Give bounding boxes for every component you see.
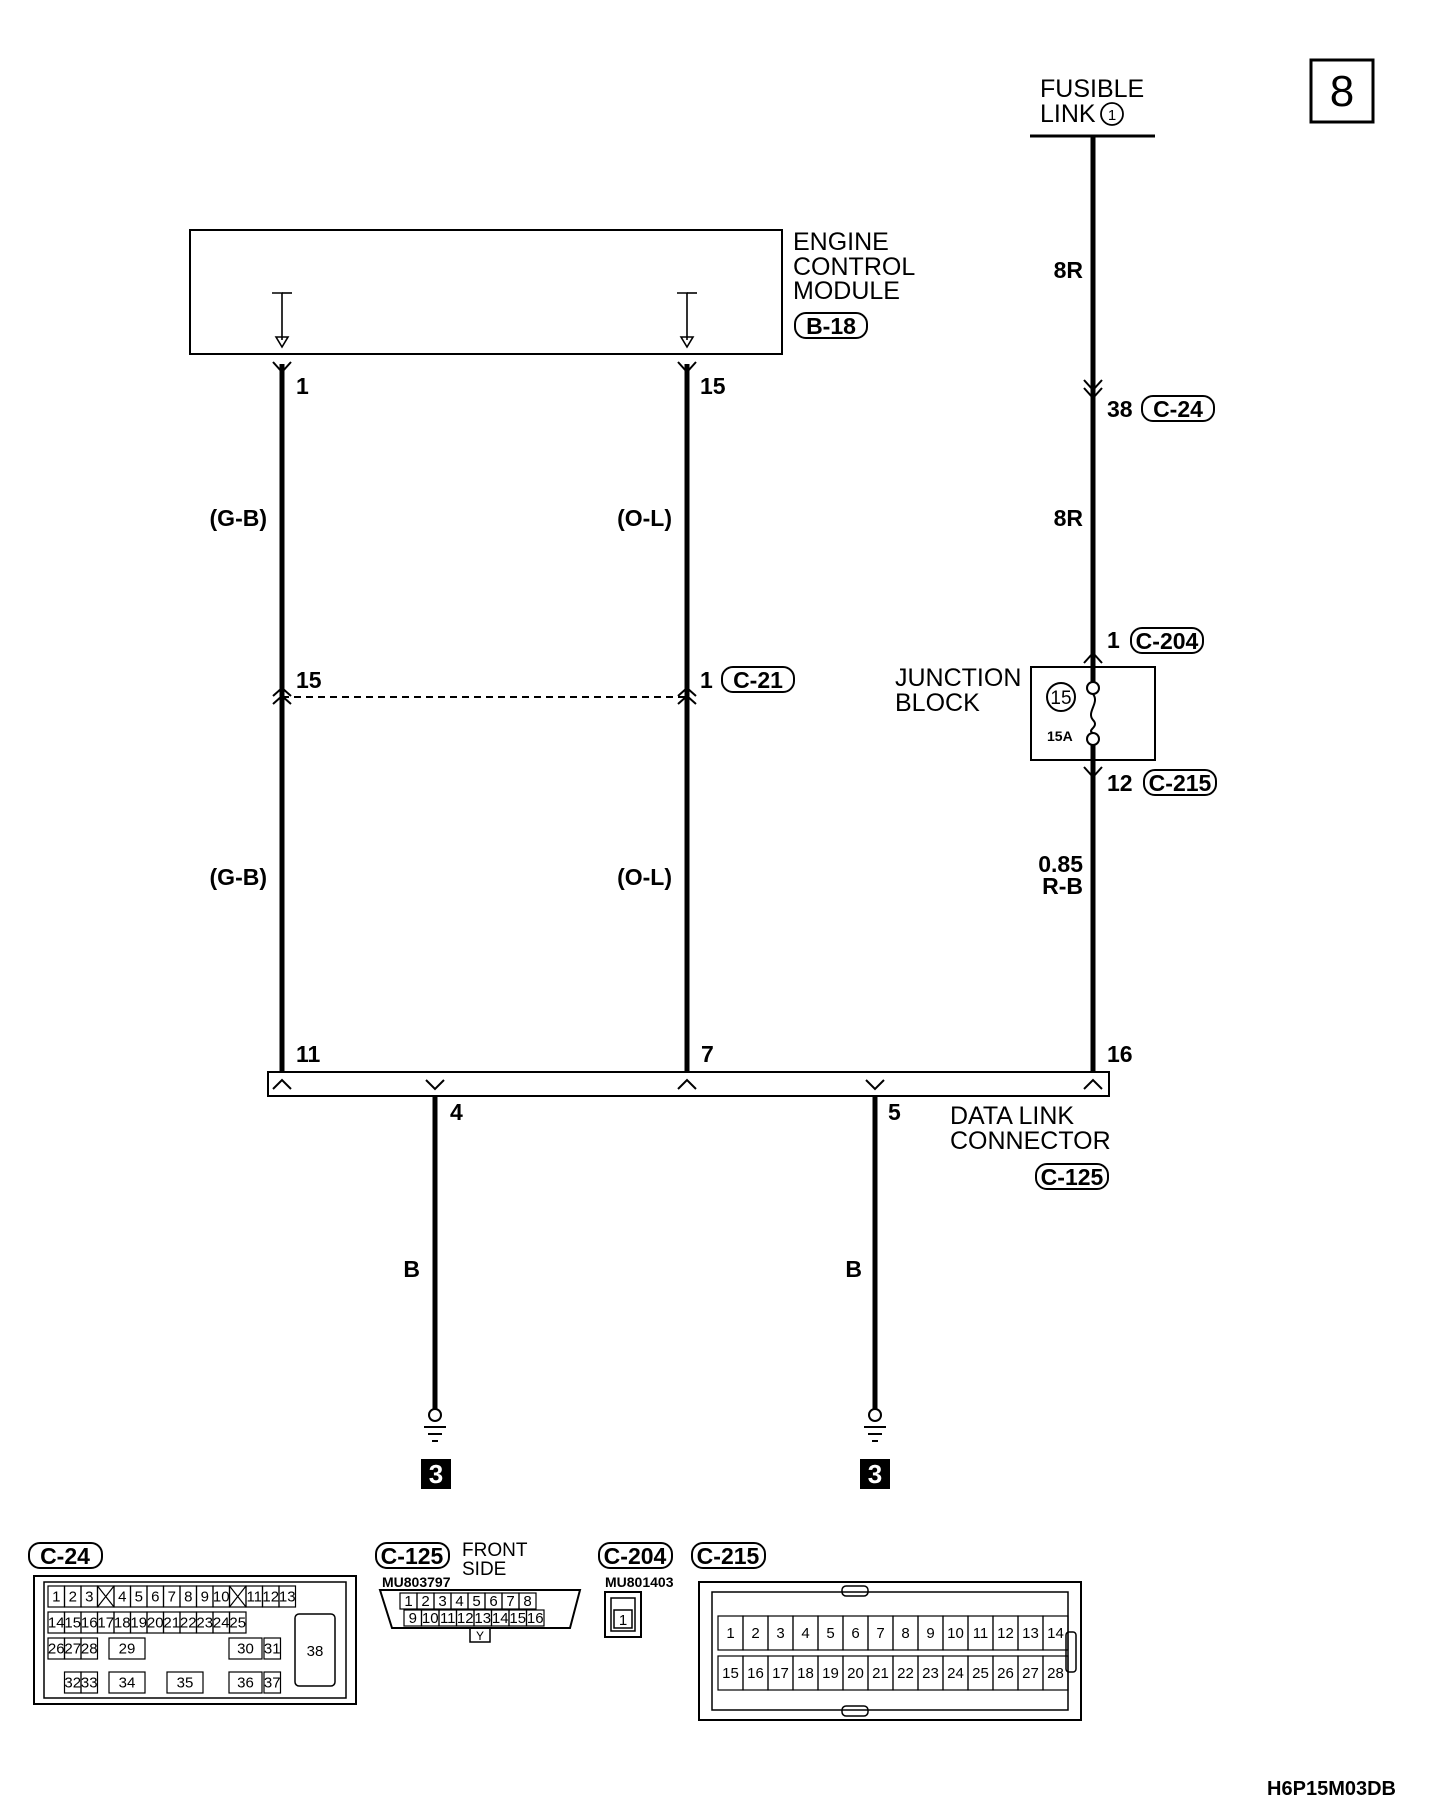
svg-text:26: 26 [47,1640,65,1658]
c24-cavity-33 [81,1672,98,1693]
c125-cavity-10 [422,1610,440,1627]
svg-text:10: 10 [947,1625,964,1642]
svg-text:2: 2 [421,1593,430,1610]
c24-cavity-14 [48,1612,65,1633]
c24-cavity-8 [180,1586,197,1607]
svg-text:25: 25 [229,1614,247,1632]
ecm-label-3: MODULE [793,277,900,305]
svg-text:8: 8 [184,1588,193,1606]
c215-cavity-5 [818,1616,843,1650]
c215-cavity-14 [1043,1616,1068,1650]
svg-text:2: 2 [68,1588,77,1606]
c24-cavity-16 [81,1612,98,1633]
svg-text:20: 20 [146,1614,164,1632]
wire-size-8r-top: 8R [1053,257,1083,283]
svg-text:22: 22 [179,1614,197,1632]
c24-connector-id: C-24 [1153,396,1203,422]
wire-color-b-right: B [845,1256,862,1282]
c125-cavity-12 [457,1610,475,1627]
fuse-rating: 15A [1047,728,1073,744]
svg-text:27: 27 [64,1640,82,1658]
c215-cavity-2 [743,1616,768,1650]
c24-cavity-9 [197,1586,214,1607]
dlc-pin-4: 4 [450,1099,463,1125]
c215-cavity-3 [768,1616,793,1650]
c125-side-label: SIDE [462,1559,507,1580]
svg-text:21: 21 [872,1665,889,1682]
svg-text:37: 37 [263,1674,281,1692]
fusible-link-number: 1 [1107,107,1117,124]
ecm-connector-id: B-18 [806,313,856,339]
svg-text:17: 17 [772,1665,789,1682]
svg-text:33: 33 [80,1674,98,1692]
c24-cavity-blank [230,1586,247,1607]
svg-text:4: 4 [118,1588,127,1606]
c204-connector-id: C-204 [1135,628,1199,654]
c215-cavity-27 [1018,1656,1043,1690]
svg-text:13: 13 [474,1610,492,1627]
c24-cavity-22 [180,1612,197,1633]
c215-pin: 12 [1107,770,1133,796]
c125-cavity-4 [451,1593,468,1610]
c24-cavity-20 [147,1612,164,1633]
c24-cavity-5 [131,1586,148,1607]
svg-text:9: 9 [926,1625,935,1642]
c24-pin: 38 [1107,396,1133,422]
svg-text:23: 23 [922,1665,939,1682]
svg-text:28: 28 [80,1640,98,1658]
svg-text:36: 36 [237,1674,254,1692]
ground-wire-right [845,1096,901,1489]
svg-text:12: 12 [456,1610,474,1627]
svg-text:5: 5 [134,1588,143,1606]
connector-view-c125 [376,1540,580,1643]
svg-text:14: 14 [1047,1625,1064,1642]
wire-o-l [617,362,794,1072]
c24-cavity-32 [64,1672,81,1693]
c215-cavity-7 [868,1616,893,1650]
dlc-pin-11: 11 [296,1041,321,1067]
c24-cavity-18 [114,1612,131,1633]
svg-text:4: 4 [801,1625,810,1642]
c215-cavity-23 [918,1656,943,1690]
svg-text:20: 20 [847,1665,864,1682]
ecm-signal-arrow-right [677,293,697,347]
c204-pin-1: 1 [618,1612,628,1629]
c125-cavity-14 [492,1610,510,1627]
c24-view-id: C-24 [40,1543,90,1569]
c215-cavity-25 [968,1656,993,1690]
c125-cavity-6 [485,1593,502,1610]
svg-text:13: 13 [1022,1625,1039,1642]
svg-text:14: 14 [47,1614,65,1632]
c215-cavity-20 [843,1656,868,1690]
c125-cavity-15 [509,1610,527,1627]
svg-text:5: 5 [472,1593,481,1610]
c24-cavity-10 [213,1586,230,1607]
c24-cavity-37 [264,1672,281,1693]
junction-block [895,664,1155,760]
svg-text:2: 2 [751,1625,760,1642]
wire-color-g-b-upper: (G-B) [209,505,267,531]
svg-text:5: 5 [826,1625,835,1642]
svg-text:15: 15 [722,1665,739,1682]
fuse-terminal-top [1087,682,1099,694]
svg-text:7: 7 [876,1625,885,1642]
c215-cavity-13 [1018,1616,1043,1650]
svg-text:10: 10 [421,1610,439,1627]
svg-text:7: 7 [167,1588,176,1606]
svg-text:3: 3 [776,1625,785,1642]
c215-cavity-6 [843,1616,868,1650]
c24-cavity-4 [114,1586,131,1607]
c215-cavity-9 [918,1616,943,1650]
svg-text:31: 31 [263,1640,281,1658]
dlc-label-1: DATA LINK [950,1102,1075,1130]
fusible-link-label-1: FUSIBLE [1040,75,1145,103]
c215-cavity-28 [1043,1656,1068,1690]
figure-code: H6P15M03DB [1267,1778,1396,1800]
ground-wire-left [403,1096,463,1489]
c215-cavity-24 [943,1656,968,1690]
c125-cavity-16 [527,1610,545,1627]
c24-cavity-11 [246,1586,263,1607]
svg-text:11: 11 [439,1610,456,1627]
c204-pin: 1 [1107,627,1120,653]
c21-connector-id: C-21 [733,667,783,693]
c125-cavity-7 [502,1593,519,1610]
c24-cavity-17 [97,1612,114,1633]
c24-cavity-29 [109,1638,145,1659]
c24-cavity-30 [229,1638,262,1659]
svg-text:34: 34 [118,1674,136,1692]
c125-cavity-5 [468,1593,485,1610]
svg-text:8: 8 [901,1625,910,1642]
svg-text:26: 26 [997,1665,1014,1682]
c125-cavity-11 [439,1610,457,1627]
svg-text:18: 18 [797,1665,814,1682]
ecm-pin-15: 15 [700,373,726,399]
c125-front-label: FRONT [462,1540,528,1561]
dlc-pin-7: 7 [701,1041,714,1067]
svg-text:29: 29 [118,1640,136,1658]
ecm-label-2: CONTROL [793,253,916,281]
c24-cavity-35 [167,1672,203,1693]
svg-text:24: 24 [212,1614,230,1632]
wire-g-b [210,362,322,1072]
c215-cavity-21 [868,1656,893,1690]
c24-cavity-6 [147,1586,164,1607]
c125-cavity-9 [404,1610,422,1627]
wire-size-8r-mid: 8R [1053,505,1083,531]
junction-block-label-2: BLOCK [895,689,980,717]
c24-cavity-15 [64,1612,81,1633]
c215-cavity-19 [818,1656,843,1690]
c204-part-number: MU801403 [605,1574,674,1590]
c24-cavity-19 [130,1612,147,1633]
svg-text:11: 11 [246,1588,263,1606]
svg-text:6: 6 [851,1625,860,1642]
svg-text:7: 7 [506,1593,515,1610]
svg-text:12: 12 [997,1625,1014,1642]
svg-text:27: 27 [1022,1665,1039,1682]
svg-text:6: 6 [151,1588,160,1606]
svg-text:10: 10 [212,1588,230,1606]
svg-text:11: 11 [972,1625,989,1642]
svg-text:6: 6 [489,1593,498,1610]
junction-block-label-1: JUNCTION [895,664,1022,692]
c204-view-id: C-204 [603,1543,667,1569]
ecm-signal-arrow-left [272,293,292,347]
c215-cavity-1 [718,1616,743,1650]
c125-cavity-8 [519,1593,536,1610]
c215-cavity-26 [993,1656,1018,1690]
svg-text:8: 8 [523,1593,532,1610]
c215-cavity-10 [943,1616,968,1650]
connector-view-c204 [599,1543,674,1637]
c21-pin-right: 1 [700,667,713,693]
connector-view-c215 [692,1543,1081,1720]
svg-text:32: 32 [64,1674,82,1692]
fuse-number: 15 [1050,688,1072,709]
c24-cavity-28 [81,1638,98,1659]
c215-cavity-11 [968,1616,993,1650]
c24-cavity-12 [262,1586,279,1607]
c24-cavity-36 [229,1672,262,1693]
c215-housing [699,1582,1081,1720]
c24-cavity-1 [48,1586,65,1607]
svg-text:9: 9 [408,1610,417,1627]
c215-cavity-17 [768,1656,793,1690]
c24-cavity-13 [279,1586,296,1607]
svg-text:19: 19 [130,1614,148,1632]
svg-text:19: 19 [822,1665,839,1682]
wire-power [1038,136,1216,1072]
c215-cavity-4 [793,1616,818,1650]
c215-cavity-18 [793,1656,818,1690]
dlc-connector-id: C-125 [1040,1164,1104,1190]
c24-cavity-24 [213,1612,230,1633]
c24-cavity-2 [65,1586,82,1607]
svg-text:16: 16 [747,1665,764,1682]
svg-text:3: 3 [438,1593,447,1610]
c215-cavity-15 [718,1656,743,1690]
engine-control-module [190,228,915,354]
c24-cavity-23 [196,1612,213,1633]
c24-cavity-3 [81,1586,98,1607]
fusible-link-label-2: LINK [1040,100,1096,128]
svg-text:17: 17 [97,1614,115,1632]
c215-cavity-12 [993,1616,1018,1650]
svg-text:30: 30 [237,1640,254,1658]
dlc-pin-5: 5 [888,1099,901,1125]
svg-text:21: 21 [163,1614,181,1632]
c125-cavity-1 [400,1593,417,1610]
c24-cavity-31 [264,1638,281,1659]
svg-text:1: 1 [404,1593,413,1610]
c24-cavity-26 [48,1638,65,1659]
page-number-box [1311,60,1373,122]
ground-marker-right-text: 3 [867,1459,883,1489]
c24-cavity-34 [109,1672,145,1693]
ground-marker-left-text: 3 [428,1459,444,1489]
svg-text:25: 25 [972,1665,989,1682]
c125-part-number: MU803797 [382,1574,451,1590]
c24-cavity-7 [164,1586,181,1607]
svg-text:18: 18 [113,1614,131,1632]
svg-text:1: 1 [726,1625,735,1642]
svg-text:16: 16 [526,1610,544,1627]
svg-text:15: 15 [509,1610,527,1627]
dlc-label-2: CONNECTOR [950,1127,1111,1155]
data-link-connector [268,1072,1111,1190]
c24-cavity-25 [229,1612,246,1633]
svg-text:4: 4 [455,1593,464,1610]
fuse-terminal-bottom [1087,733,1099,745]
connector-view-c24 [29,1543,356,1704]
c21-pin-left: 15 [296,667,322,693]
c215-cavity-16 [743,1656,768,1690]
svg-text:12: 12 [262,1588,280,1606]
svg-text:14: 14 [491,1610,509,1627]
c215-cavity-8 [893,1616,918,1650]
ecm-pin-1: 1 [296,373,309,399]
svg-text:28: 28 [1047,1665,1064,1682]
dlc-pin-16: 16 [1107,1041,1133,1067]
ecm-label-1: ENGINE [793,228,889,256]
svg-text:15: 15 [64,1614,82,1632]
svg-text:22: 22 [897,1665,914,1682]
page-number: 8 [1329,67,1355,116]
c125-cavity-2 [417,1593,434,1610]
c215-view-id: C-215 [696,1543,760,1569]
wire-size-0-85: 0.85 [1038,851,1083,877]
c215-cavity-22 [893,1656,918,1690]
svg-text:35: 35 [176,1674,194,1692]
c24-cavity-27 [64,1638,81,1659]
c125-cavity-13 [474,1610,492,1627]
wire-color-o-l-upper: (O-L) [617,505,672,531]
wire-color-b-left: B [403,1256,420,1282]
c125-cavity-3 [434,1593,451,1610]
c24-pin-38: 38 [306,1643,324,1660]
wire-color-o-l-lower: (O-L) [617,864,672,890]
svg-text:13: 13 [278,1588,296,1606]
svg-text:16: 16 [80,1614,98,1632]
c24-cavity-21 [163,1612,180,1633]
svg-text:3: 3 [85,1588,94,1606]
c125-key-label: Y [475,1629,485,1643]
fusible-link [1030,75,1155,136]
svg-text:24: 24 [947,1665,964,1682]
c125-view-id: C-125 [380,1543,444,1569]
svg-text:1: 1 [52,1588,61,1606]
c24-cavity-blank [98,1586,115,1607]
wire-color-g-b-lower: (G-B) [209,864,267,890]
svg-text:9: 9 [200,1588,209,1606]
svg-text:23: 23 [196,1614,214,1632]
wire-color-r-b: R-B [1042,873,1083,899]
c215-connector-id: C-215 [1148,770,1212,796]
